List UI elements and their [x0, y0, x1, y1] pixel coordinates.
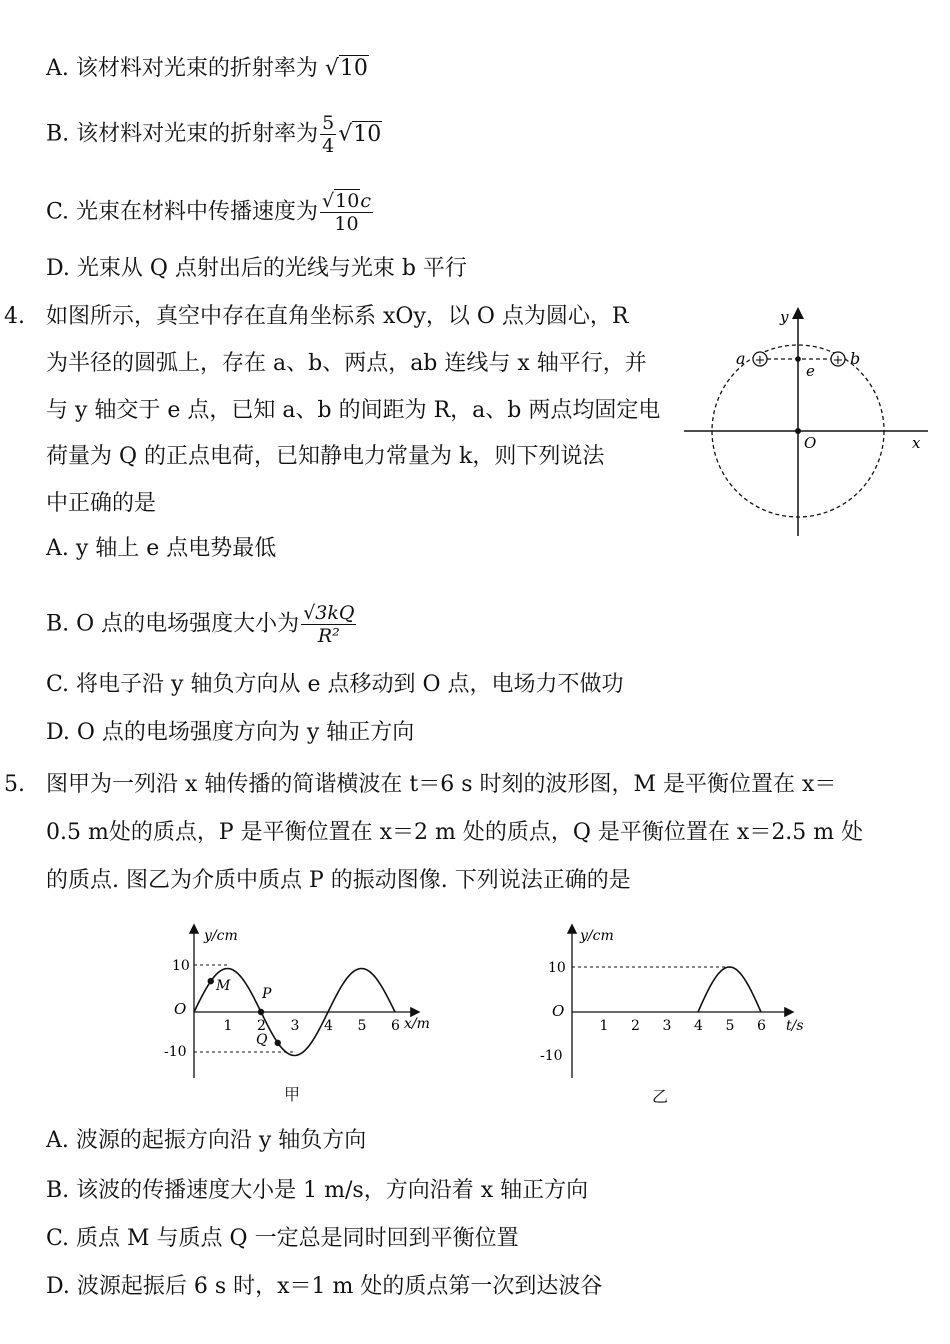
jia-label-P: P: [262, 986, 272, 1002]
jia-label-M: M: [216, 978, 231, 994]
q4-option-b-text: B. O 点的电场强度大小为: [46, 611, 300, 637]
jia-point-P: [258, 1009, 264, 1015]
q3-option-c-fraction: [320, 190, 373, 235]
x-tick-label: 4: [694, 1018, 703, 1034]
q4-stem-line-4: 荷量为 Q 的正点电荷，已知静电力常量为 k，则下列说法: [46, 444, 605, 469]
yi-y-label: y/cm: [580, 928, 614, 944]
fraction-numerator: 5: [322, 112, 335, 134]
jia-x-ticks: [224, 1018, 401, 1034]
q5-option-b: B. 该波的传播速度大小是 1 m/s，方向沿着 x 轴正方向: [46, 1178, 589, 1203]
label-x-axis: x: [912, 434, 921, 452]
q5-stem-line-1: 图甲为一列沿 x 轴传播的简谐横波在 t＝6 s 时刻的波形图，M 是平衡位置在 x＝: [46, 772, 837, 797]
jia-label-Q: Q: [256, 1032, 268, 1048]
point-e: [795, 356, 801, 362]
q5-option-d: D. 波源起振后 6 s 时，x＝1 m 处的质点第一次到达波谷: [46, 1274, 603, 1299]
x-tick-label: 3: [662, 1018, 672, 1034]
q3-option-b-fraction: [320, 112, 336, 157]
q4-coordinate-figure: [680, 300, 940, 540]
jia-origin-label: O: [174, 1000, 187, 1018]
q3-option-b-radicand: 10: [353, 121, 382, 147]
yi-y-tick-10: 10: [548, 960, 566, 976]
speed-of-light-symbol: c: [360, 190, 371, 212]
q4-option-c: C. 将电子沿 y 轴负方向从 e 点移动到 O 点，电场力不做功: [46, 672, 624, 697]
q5-stem-line-3: 的质点. 图乙为介质中质点 P 的振动图像. 下列说法正确的是: [46, 868, 631, 893]
label-a: a: [736, 349, 746, 368]
label-b: b: [850, 349, 861, 368]
x-tick-label: 3: [290, 1018, 300, 1034]
label-e: e: [806, 362, 815, 380]
q3-option-b-text: B. 该材料对光束的折射率为: [46, 121, 319, 147]
fraction-denominator: 10: [334, 213, 359, 235]
sqrt-sign: √: [322, 190, 335, 212]
q4-stem-line-1: 如图所示，真空中存在直角坐标系 xOy，以 O 点为圆心，R: [46, 304, 629, 329]
q3-option-d: D. 光束从 Q 点射出后的光线与光束 b 平行: [46, 256, 467, 281]
q4-number: 4.: [4, 304, 25, 329]
yi-origin-label: O: [552, 1002, 565, 1020]
x-tick-label: 5: [725, 1018, 735, 1034]
fraction-numerator: √3kQ: [303, 602, 355, 624]
fraction-numerator: [320, 190, 373, 213]
x-tick-label: 2: [257, 1018, 266, 1034]
x-tick-label: 4: [324, 1018, 333, 1034]
jia-y-label: y/cm: [204, 928, 238, 944]
fraction-denominator: 4: [322, 135, 335, 157]
x-tick-label: 1: [223, 1018, 233, 1034]
q3-option-c: [46, 190, 375, 235]
q5-number: 5.: [4, 772, 25, 797]
q4-stem-line-3: 与 y 轴交于 e 点，已知 a、b 的间距为 R，a、b 两点均固定电: [46, 398, 661, 423]
q5-option-c: C. 质点 M 与质点 Q 一定总是同时回到平衡位置: [46, 1226, 519, 1251]
chart-yi-caption: 乙: [652, 1087, 669, 1106]
charge-a-sign: +: [754, 353, 766, 368]
radicand: 10: [335, 190, 360, 212]
q3-option-a-radicand: 10: [339, 56, 368, 81]
x-tick-label: 5: [357, 1018, 367, 1034]
yi-vibration-curve: [698, 967, 761, 1012]
q3-option-a: [46, 54, 369, 84]
charge-b-sign: +: [832, 353, 844, 368]
jia-y-tick-10: 10: [172, 958, 190, 974]
jia-point-Q: [275, 1040, 281, 1046]
jia-x-label: x/m: [404, 1016, 430, 1032]
q5-option-a: A. 波源的起振方向沿 y 轴负方向: [46, 1128, 367, 1153]
fraction-denominator: R²: [317, 625, 340, 647]
q4-stem-line-2: 为半径的圆弧上，存在 a、b、两点，ab 连线与 x 轴平行，并: [46, 351, 647, 376]
jia-point-M: [208, 978, 214, 984]
sqrt-sign: √: [338, 121, 353, 147]
x-tick-label: 6: [391, 1018, 400, 1034]
x-tick-label: 6: [757, 1018, 766, 1034]
q5-stem-line-2: 0.5 m处的质点，P 是平衡位置在 x＝2 m 处的质点，Q 是平衡位置在 x＝2.5 m 处: [46, 820, 864, 845]
label-y-axis: y: [780, 308, 789, 326]
yi-y-tick-neg10: -10: [540, 1048, 563, 1064]
q4-option-b-fraction: [301, 602, 356, 647]
jia-y-tick-neg10: -10: [164, 1044, 187, 1060]
q4-option-d: D. O 点的电场强度方向为 y 轴正方向: [46, 720, 415, 745]
yi-x-label: t/s: [786, 1018, 804, 1034]
q3-option-c-text: C. 光束在材料中传播速度为: [46, 199, 319, 225]
q3-option-b: [46, 112, 382, 157]
chart-yi: [530, 918, 830, 1108]
x-tick-label: 1: [599, 1018, 609, 1034]
x-tick-label: 2: [631, 1018, 640, 1034]
origin-point: [795, 428, 801, 434]
label-origin: O: [804, 434, 817, 452]
yi-x-ticks: [600, 1018, 767, 1034]
q4-option-b: [46, 602, 358, 647]
q4-option-a: A. y 轴上 e 点电势最低: [46, 536, 277, 561]
q3-option-a-text: A. 该材料对光束的折射率为 √: [46, 56, 339, 81]
chart-jia-caption: 甲: [284, 1085, 301, 1104]
q4-stem-line-5: 中正确的是: [46, 491, 157, 516]
